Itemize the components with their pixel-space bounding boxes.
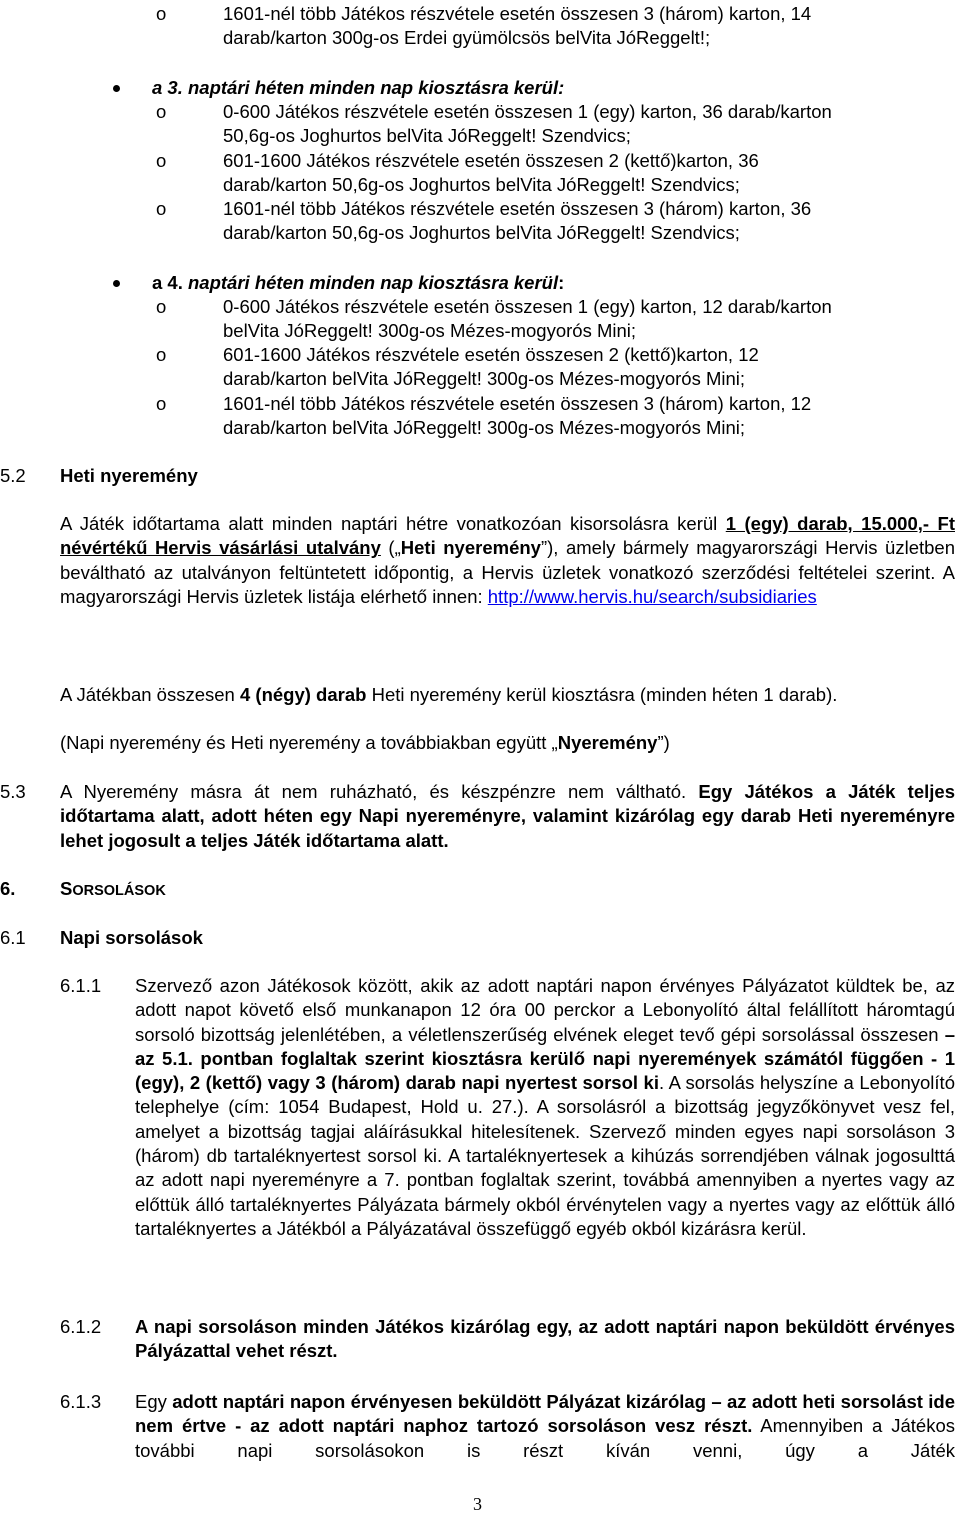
week3-item2-line1: 601-1600 Játékos részvétele esetén összesen 2 (kettő)karton, 36: [223, 150, 759, 171]
weekly-prize-count: A Játékban összesen 4 (négy) darab Heti nyeremény kerül kiosztásra (minden héten 1 darab).: [60, 684, 838, 705]
list-marker: o: [156, 198, 167, 219]
week3-item2-line2: darab/karton 50,6g-os Joghurtos belVita JóReggelt! Szendvics;: [223, 174, 740, 195]
week3-item3-line2: darab/karton 50,6g-os Joghurtos belVita JóReggelt! Szendvics;: [223, 222, 740, 243]
week2-last-item-line2: darab/karton 300g-os Erdei gyümölcsös belVita JóReggelt!;: [223, 27, 711, 48]
list-marker: o: [156, 344, 167, 365]
bullet-dot: [113, 85, 120, 92]
week2-last-item-line1: 1601-nél több Játékos részvétele esetén összesen 3 (három) karton, 14: [223, 3, 812, 24]
page-number: 3: [473, 1494, 482, 1514]
section-title: Heti nyeremény: [60, 465, 198, 486]
transfer-rule-paragraph: A Nyeremény másra át nem ruházható, és készpénzre nem váltható. Egy Játékos a Játék teljes időtartama alatt, adott héten egy Napi nyereményre, valamint kizárólag egy darab Heti nyereményre lehet jogosult a teljes Játék időtartama alatt.: [60, 781, 955, 851]
week3-heading: a 3. naptári héten minden nap kiosztásra kerül:: [152, 77, 565, 98]
section-number: 5.3: [0, 781, 26, 802]
list-marker: o: [156, 296, 167, 317]
week4-item2-line1: 601-1600 Játékos részvétele esetén összesen 2 (kettő)karton, 12: [223, 344, 759, 365]
section-number: 5.2: [0, 465, 26, 486]
week4-item3-line1: 1601-nél több Játékos részvétele esetén összesen 3 (három) karton, 12: [223, 393, 812, 414]
subsection-number: 6.1.1: [60, 975, 102, 996]
section-title: Napi sorsolások: [60, 927, 203, 948]
subsection-number: 6.1.3: [60, 1391, 102, 1412]
week4-item2-line2: darab/karton belVita JóReggelt! 300g-os Mézes-mogyorós Mini;: [223, 368, 746, 389]
week3-item1-line1: 0-600 Játékos részvétele esetén összesen 1 (egy) karton, 36 darab/karton: [223, 101, 832, 122]
list-marker: o: [156, 150, 167, 171]
list-marker: o: [156, 393, 167, 414]
draw-scope-paragraph: Egy adott naptári napon érvényesen beküldött Pályázat kizárólag – az adott heti sorsolást ide nem értve - az adott naptári naphoz tartozó sorsoláson vesz részt. Amennyiben a Játékos további napi sorsolásokon is részt kíván venni, úgy a Játék: [135, 1391, 955, 1461]
week4-item1-line1: 0-600 Játékos részvétele esetén összesen 1 (egy) karton, 12 darab/karton: [223, 296, 832, 317]
week4-heading: a 4. naptári héten minden nap kiosztásra kerül:: [152, 272, 565, 293]
week4-item3-line2: darab/karton belVita JóReggelt! 300g-os Mézes-mogyorós Mini;: [223, 417, 746, 438]
week3-item1-line2: 50,6g-os Joghurtos belVita JóReggelt! Szendvics;: [223, 125, 631, 146]
hervis-link[interactable]: http://www.hervis.hu/search/subsidiaries: [487, 585, 817, 607]
week4-item1-line2: belVita JóReggelt! 300g-os Mézes-mogyorós Mini;: [223, 320, 637, 341]
bullet-dot: [113, 280, 120, 287]
subsection-number: 6.1.2: [60, 1316, 102, 1337]
section-number: 6.: [0, 878, 16, 899]
prize-definition-note: (Napi nyeremény és Heti nyeremény a továbbiakban együtt „Nyeremény”): [60, 732, 670, 753]
weekly-prize-paragraph: A Játék időtartama alatt minden naptári hétre vonatkozóan kisorsolásra kerül 1 (egy) darab, 15.000,- Ft névértékű Hervis vásárlási utalvány („Heti nyeremény”), amely bármely magyarországi Hervis üzletben beváltható az utalványon feltüntetett időpontig, a Hervis üzletek vonatkozó szerződési feltételei szerint. A magyarországi Hervis üzletek listája elérhető innen: http://www.hervis.hu/search/subsidiaries: [60, 513, 955, 607]
list-marker: o: [156, 101, 167, 122]
section-title: SORSOLÁSOK: [60, 878, 166, 899]
week3-item3-line1: 1601-nél több Játékos részvétele esetén összesen 3 (három) karton, 36: [223, 198, 812, 219]
daily-draw-paragraph: Szervező azon Játékosok között, akik az adott naptári napon érvényes Pályázatot küldtek be, az adott napot követő első munkanapon 12 óra 00 perckor a Lebonyolító által felállított háromtagú sorsoló bizottság jelenlétében, a véletlenszerűség elvének eleget tevő gépi sorsolással összesen – az 5.1. pontban foglaltak szerint kiosztásra kerülő napi nyeremények számától függően - 1 (egy), 2 (kettő) vagy 3 (három) darab napi nyertest sorsol ki. A sorsolás helyszíne a Lebonyolító telephelye (cím: 1054 Budapest, Hold u. 27.). A sorsolásról a bizottság jegyzőkönyvet vesz fel, amelyet a bizottság tagjai aláírásukkal hitelesítenek. Szervező minden egyes napi sorsoláson 3 (három) db tartaléknyertest sorsol ki. A tartaléknyertesek a kihúzás sorrendjében válnak jogosulttá az adott napi nyereményre a 7. pontban foglaltak szerint, továbbá amennyiben a nyertes vagy az előttük álló tartaléknyertes Pályázata bármely okból érvénytelen vagy a nyertes vagy az előttük álló tartaléknyertes a Játékból a Pályázatával összefüggő egyéb okból kizárásra kerül.: [135, 975, 955, 1239]
single-entry-paragraph: A napi sorsoláson minden Játékos kizárólag egy, az adott naptári napon beküldött érvényes Pályázattal vehet részt.: [135, 1316, 955, 1362]
section-number: 6.1: [0, 927, 26, 948]
list-marker: o: [156, 3, 167, 24]
